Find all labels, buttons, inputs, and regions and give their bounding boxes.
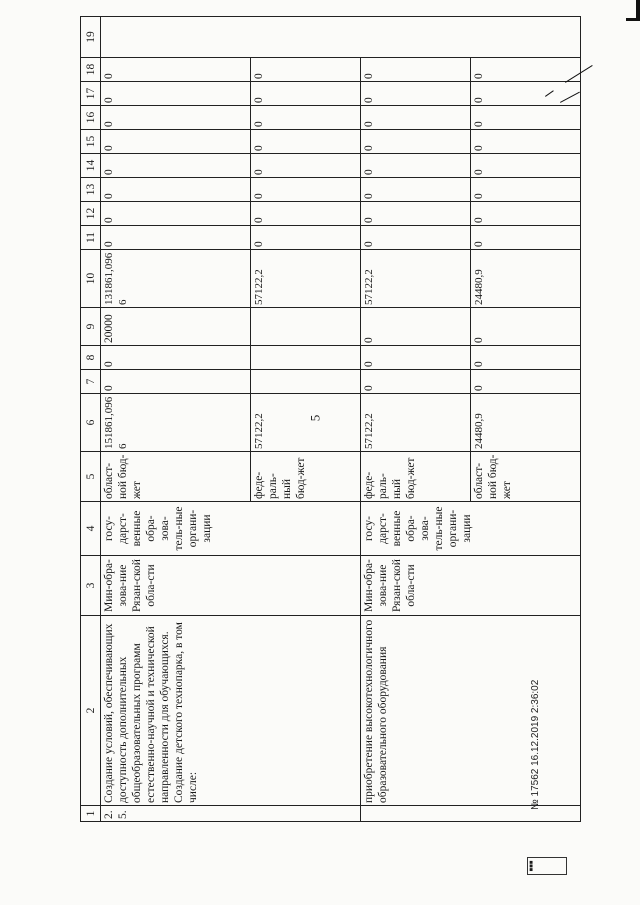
col-number: 10 <box>81 250 101 308</box>
value-cell: 0 <box>361 106 471 130</box>
value-cell: 0 <box>251 82 361 106</box>
value-cell <box>251 370 361 394</box>
col-number: 18 <box>81 58 101 82</box>
value-cell: 0 <box>251 178 361 202</box>
col-number: 15 <box>81 130 101 154</box>
col-number: 1 <box>81 806 101 822</box>
value-cell: 0 <box>471 370 581 394</box>
scan-corner-mark <box>626 0 640 21</box>
value-cell: 0 <box>471 154 581 178</box>
value-cell: 0 <box>101 154 251 178</box>
table-row <box>361 17 471 822</box>
value-cell: 0 <box>471 226 581 250</box>
col-number: 11 <box>81 226 101 250</box>
value-cell: 0 <box>361 370 471 394</box>
value-cell: 0 <box>471 130 581 154</box>
col-number: 8 <box>81 346 101 370</box>
value-cell: 0 <box>361 346 471 370</box>
executor-cell: Мин-обра-зова-ние Рязан-ской обла-сти <box>101 556 361 616</box>
value-cell: 0 <box>471 202 581 226</box>
value-cell: 57122,2 <box>361 250 471 308</box>
value-cell: 0 <box>101 226 251 250</box>
value-cell: 0 <box>361 178 471 202</box>
col-number: 7 <box>81 370 101 394</box>
budget-table-frame <box>80 31 602 822</box>
participant-cell: госу-дарст-венные обра-зова-тель-ные органи-зации <box>101 502 361 556</box>
value-cell: 0 <box>361 308 471 346</box>
empty-cell <box>101 17 581 58</box>
col-number: 19 <box>81 17 101 58</box>
page-number: 5 <box>307 414 323 422</box>
value-cell: 57122,2 <box>361 394 471 452</box>
value-cell: 20000 <box>101 308 251 346</box>
col-number: 14 <box>81 154 101 178</box>
col-number: 6 <box>81 394 101 452</box>
col-number: 2 <box>81 616 101 806</box>
value-cell: 0 <box>251 58 361 82</box>
value-cell <box>251 346 361 370</box>
value-cell: 0 <box>471 178 581 202</box>
col-number: 16 <box>81 106 101 130</box>
row-number <box>361 806 581 822</box>
col-number: 12 <box>81 202 101 226</box>
value-cell: 0 <box>471 58 581 82</box>
value-cell: 0 <box>101 106 251 130</box>
value-cell: 0 <box>101 346 251 370</box>
value-cell: 0 <box>251 130 361 154</box>
value-cell: 0 <box>101 82 251 106</box>
budget-table <box>80 16 581 822</box>
value-cell: 57122,2 <box>251 250 361 308</box>
value-cell: 0 <box>361 130 471 154</box>
value-cell: 0 <box>251 154 361 178</box>
value-cell: 0 <box>361 154 471 178</box>
value-cell: 0 <box>471 308 581 346</box>
value-cell: 0 <box>361 58 471 82</box>
col-number: 17 <box>81 82 101 106</box>
value-cell: 0 <box>101 202 251 226</box>
executor-cell: Мин-обра-зова-ние Рязан-ской обла-сти <box>361 556 581 616</box>
value-cell: 0 <box>251 202 361 226</box>
value-cell: 57122,2 <box>251 394 361 452</box>
funding-source: феде-раль-ный бюд-жет <box>251 452 361 502</box>
funding-source: област-ной бюд-жет <box>101 452 251 502</box>
col-number: 13 <box>81 178 101 202</box>
value-cell: 0 <box>471 106 581 130</box>
col-number: 5 <box>81 452 101 502</box>
value-cell: 0 <box>361 202 471 226</box>
col-number: 4 <box>81 502 101 556</box>
funding-source: област-ной бюд-жет <box>471 452 581 502</box>
column-number-row <box>81 17 101 822</box>
registration-stamp: № 17562 16.12.2019 2:36:02 <box>530 679 541 810</box>
value-cell: 0 <box>251 106 361 130</box>
value-cell: 131861,0966 <box>101 250 251 308</box>
value-cell <box>251 308 361 346</box>
value-cell: 0 <box>471 346 581 370</box>
value-cell: 0 <box>471 82 581 106</box>
funding-source: феде-раль-ный бюд-жет <box>361 452 471 502</box>
col-number: 9 <box>81 308 101 346</box>
col-number: 3 <box>81 556 101 616</box>
electronic-doc-logo: ■■■ <box>527 857 567 875</box>
value-cell: 0 <box>361 82 471 106</box>
row-number: 2.5. <box>101 806 361 822</box>
value-cell: 0 <box>101 178 251 202</box>
measure-name: Создание условий, обеспечивающих доступность дополнительных общеобразовательных программ естественно-научной и технической направленности для обучающихся. Создание детского технопарка, в том числе: <box>101 616 361 806</box>
value-cell: 151861,0966 <box>101 394 251 452</box>
value-cell: 0 <box>251 226 361 250</box>
measure-name: приобретение высокотехнологичного образовательного оборудования <box>361 616 581 806</box>
value-cell: 0 <box>101 58 251 82</box>
value-cell: 24480,9 <box>471 250 581 308</box>
value-cell: 24480,9 <box>471 394 581 452</box>
value-cell: 0 <box>101 370 251 394</box>
participant-cell: госу-дарст-венные обра-зова-тель-ные органи-зации <box>361 502 581 556</box>
value-cell: 0 <box>101 130 251 154</box>
value-cell: 0 <box>361 226 471 250</box>
table-row <box>101 17 251 822</box>
